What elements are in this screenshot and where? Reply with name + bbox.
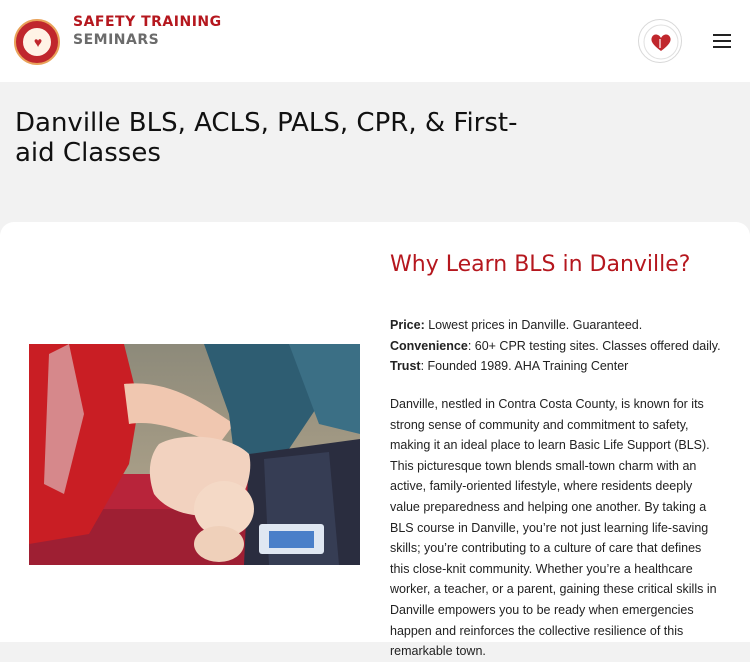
section-paragraph: Danville, nestled in Contra Costa County, is known for its strong sense of community and commitment to safety, making it an ideal place to learn Basic Life Support (BLS). This picturesque town blends small-town charm with an active, family-oriented lifestyle, where residents deeply value preparedness and helping one another. By taking a BLS course in Danville, you’re not just learning life-saving skills; you’re contributing to a culture of care that defines this close-knit community. Whether you’re a healthcare worker, a teacher, or a parent, gaining these critical skills in Danville empowers you to be ready when emergencies happen and reinforces the collective resilience of this remarkable town. (390, 397, 717, 659)
fact-text: : Founded 1989. AHA Training Center (420, 359, 629, 373)
fact-label: Trust (390, 359, 421, 373)
fact-label: Price: (390, 318, 425, 332)
brand-name[interactable] (73, 13, 222, 49)
site-logo[interactable] (14, 19, 60, 65)
aha-training-center-badge (638, 19, 682, 63)
fact-convenience (390, 336, 730, 357)
fact-text: Lowest prices in Danville. Guaranteed. (424, 318, 643, 332)
page-title: Danville BLS, ACLS, PALS, CPR, & First-aid Classes (15, 108, 518, 168)
brand-line-1: SAFETY TRAINING (73, 14, 222, 30)
section-heading: Why Learn BLS in Danville? (390, 252, 691, 277)
fact-price (390, 315, 730, 336)
fact-text: : 60+ CPR testing sites. Classes offered daily. (467, 338, 721, 353)
brand-line-2: SEMINARS (73, 32, 160, 48)
heart-icon: ♥ (33, 34, 43, 50)
menu-icon[interactable] (713, 34, 731, 48)
logo-seal-icon (22, 27, 52, 57)
key-facts (390, 315, 730, 377)
fact-trust (390, 356, 730, 377)
site-header (0, 0, 750, 82)
aha-badge-icon (639, 20, 683, 64)
fact-label: Convenience (390, 338, 468, 353)
cpr-training-photo (29, 344, 360, 565)
